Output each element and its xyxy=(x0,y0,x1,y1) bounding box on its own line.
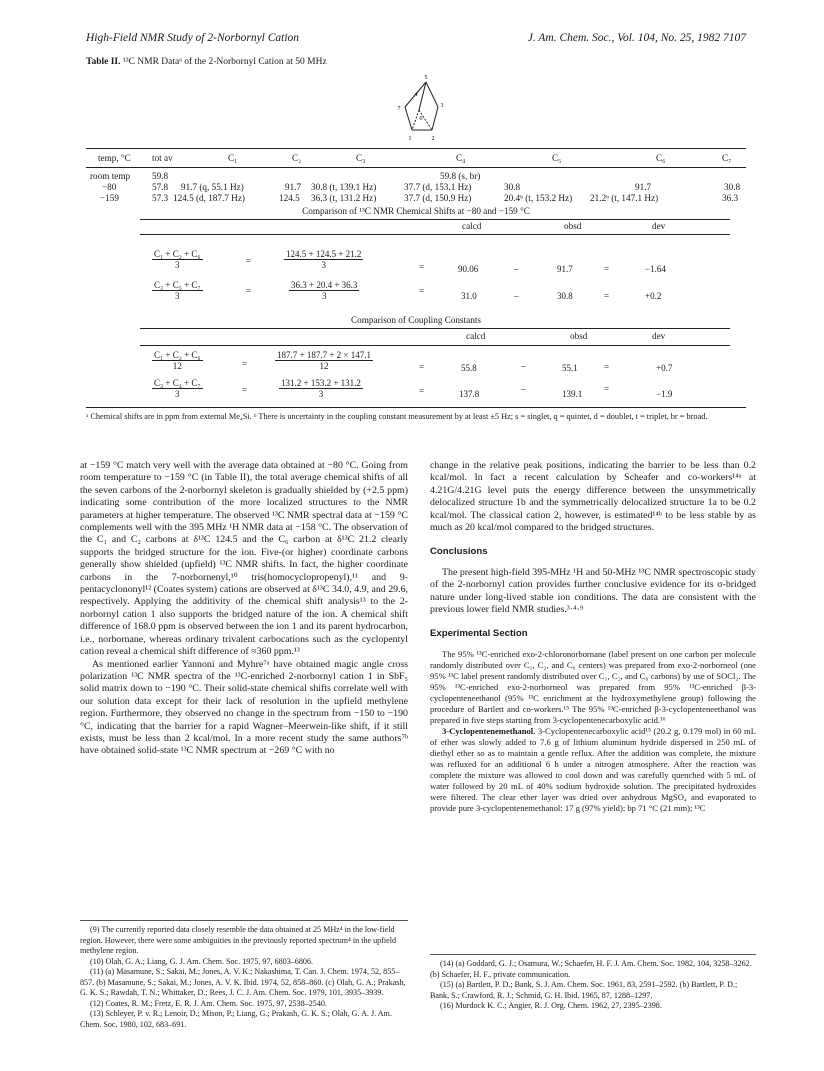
calcd-value: 55.8 xyxy=(461,363,477,373)
reference: (11) (a) Masamune, S.; Sakai, M.; Jones, A. V. K.; Nakashima, T. Can. J. Chem. 1974, 52, 855–857. (b) Masamune, S.; Sakai, M.; Jones, A. V. K. Ibid. 1974, 52, 858–860. (c) Olah, G. A.; Prakash, G. K. S.; Rawdah, T. N.; Whittaker, D.; Rees, J. C. J. Am. Chem. Soc. 1979, 101, 3935–3939. xyxy=(80,967,406,997)
reference: (15) (a) Bartlett, P. D.; Bank, S. J. Am. Chem. Soc. 1961, 83, 2591–2592. (b) Bartlett, P. D.; Bank, S.; Crawford, R. J.; Schmid, G. H. Ibid. 1965, 87, 1288–1297. xyxy=(430,980,738,1000)
cell-c7: 36.3 xyxy=(722,193,739,203)
cell-c3: 36.3 (t, 131.2 Hz) xyxy=(311,193,377,203)
equals-sign: = xyxy=(242,359,248,369)
equals-sign: = xyxy=(604,291,610,301)
paragraph xyxy=(430,726,756,814)
equation-lhs xyxy=(152,378,203,399)
paragraph: As mentioned earlier Yannoni and Myhre⁷ᵃ have obtained magic angle cross polarization ¹³C NMR spectra of the ¹³C-enriched 2-norbornyl cation 1 in SbF₅ solid matrix down to −190 °C. Their solid-state chemical shifts correlate well with our solution data except for their lack of resolution in the upfield methylene region. Furthermore, they observed no change in the spectrum from −150 to −190 °C, indicating that the barrier for a rapid Wagner–Meerwein-like shift, if it still exists, must be less than 2 kcal/mol. In a more recent study the same authors⁷ᵇ have obtained solid-state ¹³C NMR spectrum at −269 °C with no xyxy=(80,658,408,757)
col-c5: C₅ xyxy=(552,153,562,163)
dev-value: +0.2 xyxy=(645,291,662,301)
equals-sign: = xyxy=(604,362,610,372)
table-footnote: ᵃ Chemical shifts are in ppm from external Me₄Si. ᵇ There is uncertainty in the coupling constant measurement by at least ±5 Hz; s = singlet, q = quintet, d = doublet, t = triplet, br = broad. xyxy=(86,412,708,421)
paragraph: The present high-field 395-MHz ¹H and 50-MHz ¹³C NMR spectroscopic study of the 2-norbornyl cation provides further conclusive evidence for its σ-bridged nature under long-lived stable ion conditions. The data are consistent with the previous lower field NMR studies.³·⁴·⁹ xyxy=(430,566,756,616)
atom-label-2: 2 xyxy=(431,136,435,142)
cell-c7: 30.8 xyxy=(724,182,741,192)
dash: – xyxy=(521,384,526,394)
cell-totav: 57.8 xyxy=(152,182,169,192)
conclusions-heading: Conclusions xyxy=(430,546,488,558)
reference: (12) Coates, R. M.; Fretz, E. R. J. Am. Chem. Soc. 1975, 97, 2538–2540. xyxy=(90,998,327,1008)
shift-comparison-title: Comparison of ¹³C NMR Chemical Shifts at −80 and −159 °C xyxy=(302,206,530,216)
equals-sign: = xyxy=(419,386,425,396)
equals-sign: = xyxy=(246,286,252,296)
atom-label-1: 1 xyxy=(408,136,412,142)
reference: (16) Murdock K. C.; Angier, R. J. Org. Chem. 1962, 27, 2395–2398. xyxy=(440,1001,662,1010)
cell-c5: 20.4ᵇ (t, 153.2 Hz) xyxy=(504,193,573,203)
denominator: 3 xyxy=(318,389,324,399)
calcd-value: 137.8 xyxy=(459,389,480,399)
coupling-comparison-rule xyxy=(140,328,730,329)
paragraph: at −159 °C match very well with the average data obtained at −80 °C. Going from room temperature to −159 °C (in Table II), the total average chemical shifts of all the seven carbons of the 2-norbornyl skeleton is gradually shielded by (+2.5 ppm) indicating some contribution of the more localized structures to the NMR parameters at higher temperature. The observed ¹³C NMR spectral data at −159 °C complements well with the 395 MHz ¹H NMR data at −158 °C. The observation of the C₁ and C₂ carbons at δ¹³C 124.5 and the C₆ carbon at δ¹³C 21.2 clearly supports the bridged structure for the ion. Five-(or higher) coordinate carbons generally show shielded (upfield) ¹³C NMR shifts. In fact, the higher coordinate carbons in the 7-norbornenyl,¹⁰ tris(homocyclopropenyl),¹¹ and 9-pentacyclononyl¹² (Coates system) cations are observed at δ¹³C 34.0, 4.9, and 29.6, respectively. Applying the additivity of the chemical shift analysis¹³ to the 2-norbornyl cation 1 also supports the bridged nature of the ion. A chemical shift difference of 168.0 ppm is observed between the ion 1 and its parent hydrocarbon, i.e., norbornane, whereas ordinary trivalent carbocations such as the cyclopentyl cation reveal a chemical shift difference of ≈360 ppm.¹³ xyxy=(80,460,408,658)
denominator: 3 xyxy=(175,260,180,270)
references-right xyxy=(430,954,756,1012)
equation-rhs xyxy=(279,378,363,399)
hdr-calcd: calcd xyxy=(466,331,486,341)
table-header-rule xyxy=(86,167,746,168)
equation-rhs xyxy=(289,280,359,301)
cell-c4: 37.7 (d, 150.9 Hz) xyxy=(404,193,472,203)
cell-c1: 124.5 (d, 187.7 Hz) xyxy=(173,193,245,203)
denominator: 3 xyxy=(321,291,327,301)
cell-c4: 37.7 (d, 153.1 Hz) xyxy=(404,182,472,192)
dev-value: +0.7 xyxy=(656,363,673,373)
hdr-obsd: obsd xyxy=(570,331,588,341)
running-title: High-Field NMR Study of 2-Norbornyl Cation xyxy=(86,32,300,44)
dev-value: −1.9 xyxy=(656,389,673,399)
reference: (10) Olah, G. A.; Liang, G. J. Am. Chem. Soc. 1975, 97, 6803–6806. xyxy=(90,956,314,966)
table-title xyxy=(86,57,327,67)
left-text-column xyxy=(80,460,408,758)
atom-label-5: 5 xyxy=(424,75,428,81)
equation-lhs xyxy=(152,350,203,371)
numerator: 131.2 + 153.2 + 131.2 xyxy=(281,378,361,388)
cell-totav: 57.3 xyxy=(152,193,169,203)
numerator: C₁ + C₂ + C₆ xyxy=(154,350,201,360)
cell-c2: 124.5 xyxy=(279,193,300,203)
hdr-obsd: obsd xyxy=(564,221,582,231)
dash: – xyxy=(514,264,519,274)
reference: (13) Schleyer, P. v. R.; Lenoir, D.; Mison, P.; Liang, G.; Prakash, G. K. S.; Olah, G. A. J. Am. Chem. Soc. 1980, 102, 683–691. xyxy=(80,1009,392,1029)
obsd-value: 139.1 xyxy=(562,389,583,399)
denominator: 3 xyxy=(321,260,326,270)
col-c1: C₁ xyxy=(228,153,238,163)
equals-sign: = xyxy=(419,286,425,296)
equals-sign: = xyxy=(419,362,425,372)
equals-sign: = xyxy=(246,256,252,266)
cell-c6: 21.2ᵇ (t, 147.1 Hz) xyxy=(590,193,659,203)
atom-label-3: 3 xyxy=(440,103,444,109)
numerator: C₃ + C₄ + C₇ xyxy=(154,378,201,388)
calcd-value: 90.06 xyxy=(458,264,479,274)
reference: (9) The currently reported data closely resemble the data obtained at 25 MHz⁴ in the low-field region. However, there were some ambiguities in the previously reported spectrum⁴ in the upfield methylene region. xyxy=(80,925,397,955)
cell-temp: −80 xyxy=(102,182,117,192)
col-c6: C₆ xyxy=(656,153,666,163)
col-temp: temp, °C xyxy=(98,153,131,163)
dash: – xyxy=(521,361,526,371)
table-caption: ¹³C NMR Dataᵃ of the 2-Norbornyl Cation at 50 MHz xyxy=(122,57,327,67)
obsd-value: 30.8 xyxy=(557,291,573,301)
col-c4: C₄ xyxy=(456,153,466,163)
numerator: C₁ + C₂ + C₆ xyxy=(154,249,201,259)
table-top-rule xyxy=(86,148,746,149)
obsd-value: 55.1 xyxy=(562,363,578,373)
table-bottom-rule xyxy=(86,407,746,408)
hdr-calcd: calcd xyxy=(462,221,482,231)
dev-value: −1.64 xyxy=(645,264,666,274)
cell-c3: 30.8 (t, 139.1 Hz) xyxy=(311,182,377,192)
atom-label-6: 6 xyxy=(419,116,423,122)
equation-rhs xyxy=(284,249,363,270)
experimental-heading: Experimental Section xyxy=(430,628,528,640)
numerator: 124.5 + 124.5 + 21.2 xyxy=(286,249,362,259)
numerator: C₃ + C₅ + C₇ xyxy=(154,280,201,290)
atom-label-4: 4 xyxy=(414,92,418,98)
shift-comparison-rule xyxy=(140,219,730,220)
equals-sign: = xyxy=(242,385,248,395)
col-c3: C₃ xyxy=(356,153,366,163)
compound-heading: 3-Cyclopentenemethanol. xyxy=(442,725,536,736)
denominator: 3 xyxy=(175,291,180,301)
shift-comparison-rule xyxy=(140,234,730,235)
hdr-dev: dev xyxy=(652,331,666,341)
numerator: 36.3 + 20.4 + 36.3 xyxy=(291,280,358,290)
right-text-column xyxy=(430,460,756,814)
equation-lhs xyxy=(152,249,203,270)
paragraph-body: 3-Cyclopentenecarboxylic acid¹⁵ (20.2 g, 0.179 mol) in 60 mL of ether was slowly added to 7.6 g of lithium aluminum hydride dispersed in 250 mL of diethyl ether so as to maintain a gentle reflux. After the addition was complete, the mixture was refluxed for an additional 6 h under a nitrogen atmosphere. After the reaction was complete the mixture was allowed to cool down and was carefully quenched with 5 mL of water followed by 20 mL of 40% sodium hydroxide solution. The precipitated hydroxides were filtered. The clear ether layer was dried over anhydrous MgSO₄ and evaporated to provide pure 3-cyclopentenemethanol: 17 g (97% yield); bp 71 °C (21 mm); ¹³C xyxy=(430,725,756,813)
col-c2: C₂ xyxy=(292,153,302,163)
denominator: 12 xyxy=(319,361,329,371)
coupling-comparison-rule xyxy=(140,345,730,346)
cell-temp: −159 xyxy=(100,193,119,203)
hdr-dev: dev xyxy=(652,221,666,231)
norbornyl-structure-figure xyxy=(386,70,456,146)
paragraph: change in the relative peak positions, indicating the barrier to be less than 0.2 kcal/mol. In fact a recent calculation by Scheafer and co-workers¹⁴ᵃ at 4.21G/4.21G level puts the energy difference between the unsymmetrically delocalized structure 1b and the symmetrically delocalized structure 1a to be 0.2 kcal/mol. The classical cation 2, however, is estimated¹⁴ᵇ to be less stable by as much as 20 kcal/mol compared to the bridged structures. xyxy=(430,460,756,534)
equation-rhs xyxy=(275,350,373,371)
table-label: Table II. xyxy=(86,57,121,67)
calcd-value: 31.0 xyxy=(461,291,477,301)
denominator: 12 xyxy=(172,361,182,371)
atom-label-7: 7 xyxy=(397,106,401,112)
obsd-value: 91.7 xyxy=(557,264,573,274)
coupling-comparison-title: Comparison of Coupling Constants xyxy=(351,315,481,325)
cell-c6: 91.7 xyxy=(635,182,652,192)
dash: – xyxy=(514,291,519,301)
reference: (14) (a) Goddard, G. J.; Osamura, W.; Schaefer, H. F. J. Am. Chem. Soc. 1982, 104, 3258–3262. (b) Schaefer, H. F., private communication. xyxy=(430,959,752,979)
references-left xyxy=(80,920,408,1030)
equals-sign: = xyxy=(419,262,425,272)
cell-c1: 91.7 (q, 55.1 Hz) xyxy=(181,182,244,192)
equals-sign: = xyxy=(604,384,610,394)
denominator: 3 xyxy=(175,389,180,399)
col-totav: tot av xyxy=(152,153,173,163)
col-c7: C₇ xyxy=(722,153,732,163)
numerator: 187.7 + 187.7 + 2 × 147.1 xyxy=(277,350,371,360)
equals-sign: = xyxy=(604,264,610,274)
journal-citation: J. Am. Chem. Soc., Vol. 104, No. 25, 1982 7107 xyxy=(527,32,746,44)
cell-totav: 59.8 xyxy=(152,171,169,181)
cell-c5: 30.8 xyxy=(504,182,521,192)
paragraph: The 95% ¹³C-enriched exo-2-chloronorbornane (label present on one carbon per molecule randomly distributed over C₁, C₂, and C₆ centers) was prepared from exo-2-norborneol (one 95% ¹³C label present randomly distributed over C₁, C₂, and C₆ carbons) by use of SOCl₂. The 95% ¹³C-enriched exo-2-norborneol was prepared from 95% ¹³C-enriched β-3-cyclopenteneethanol (95% ¹³C enrichment at the hydroxymethylene group) following the procedure of Bartlett and co-workers.¹⁵ The 95% ¹³C-enriched β-3-cyclopenteneethanol was prepared in five steps starting from 3-cyclopentenecarboxylic acid.¹⁶ xyxy=(430,648,756,725)
cell-temp: room temp xyxy=(90,171,131,181)
equation-lhs xyxy=(152,280,203,301)
cell-c4: 59.8 (s, br) xyxy=(440,171,481,181)
cell-c2: 91.7 xyxy=(285,182,302,192)
